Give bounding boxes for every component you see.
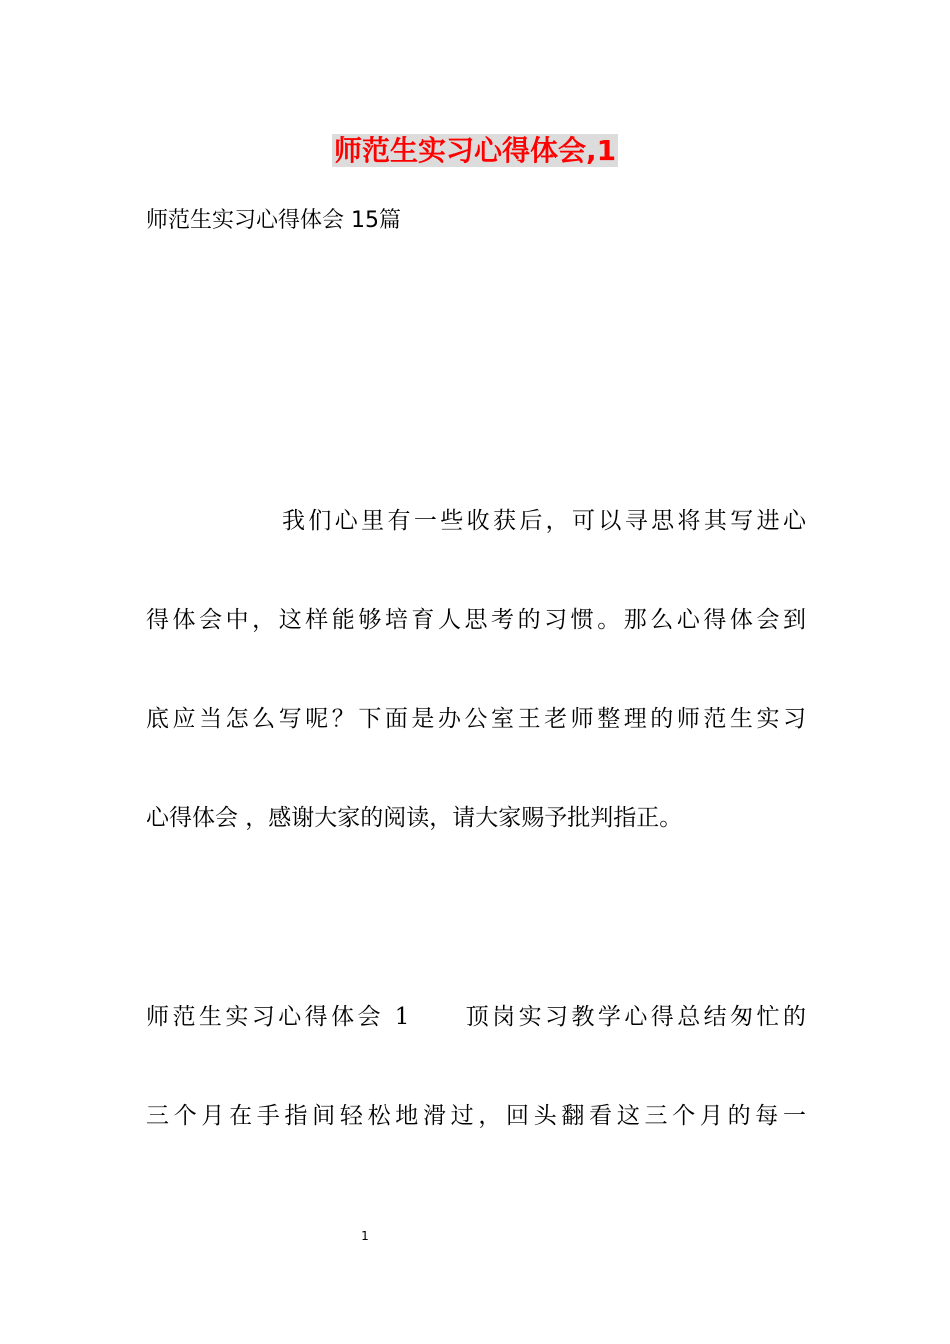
paragraph-line: 师范生实习心得体会 1 顶岗实习教学心得总结匆忙的 bbox=[146, 1004, 806, 1030]
document-title bbox=[0, 131, 950, 171]
paragraph-line: 得体会中，这样能够培育人思考的习惯。那么心得体会到 bbox=[146, 607, 806, 633]
paragraph-line: 心得体会 ，感谢大家的阅读，请大家赐予批判指正。 bbox=[146, 805, 683, 831]
page-number: 1 bbox=[361, 1229, 369, 1243]
paragraph-line: 底应当怎么写呢？下面是办公室王老师整理的师范生实习 bbox=[146, 706, 806, 732]
document-subtitle: 师范生实习心得体会 15篇 bbox=[146, 208, 401, 233]
document-title-text: 师范生实习心得体会,1 bbox=[333, 134, 617, 167]
paragraph-line: 我们心里有一些收获后，可以寻思将其写进心 bbox=[282, 508, 806, 534]
paragraph-line: 三个月在手指间轻松地滑过，回头翻看这三个月的每一 bbox=[146, 1103, 806, 1129]
